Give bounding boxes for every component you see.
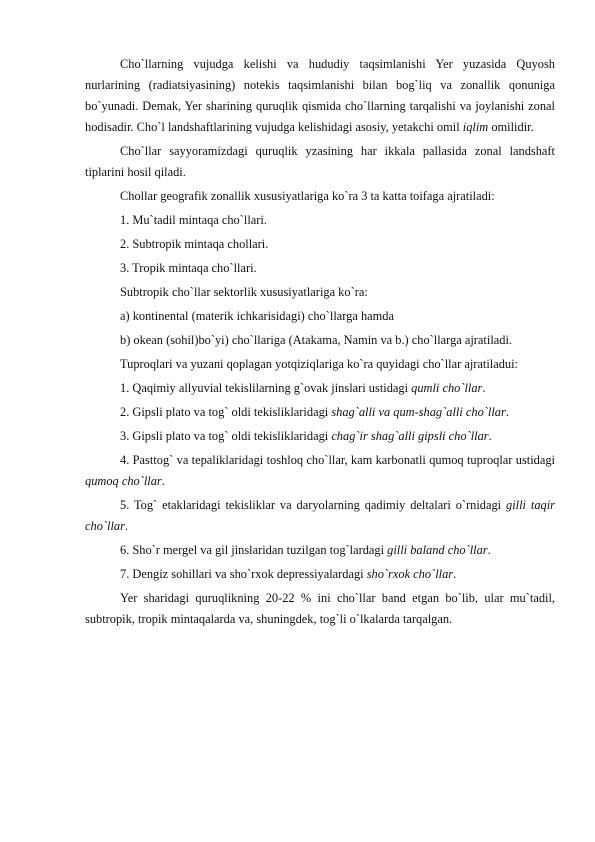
paragraph-text: Cho`llarning vujudga kelishi va hududiy taqsimlanishi Yer yuzasida Quyosh nurlarining (radiatsiyasining) notekis taqsimlanishi bilan bog`liq va zonallik qonuniga bo`yunadi. Demak, Yer sharining quruqlik qismida cho`llarning tarqalishi va joylanishi zonal hodisadir. Cho`l landshaftlarining vujudga kelishidagi asosiy, yetakchi omil <box>85 57 555 134</box>
list-item-text-end: . <box>505 405 509 419</box>
paragraph-italic-term: iqlim <box>462 120 489 134</box>
paragraph-text: Yer sharidagi quruqlikning 20-22 % ini cho`llar band etgan bo`lib, ular mu`tadil, subtropik, tropik mintaqalarda va, shuningdek, tog`li o`lkalarda tarqalgan. <box>85 591 555 626</box>
list-item-italic-term: chag`ir shag`alli gipsli cho`llar <box>331 429 489 443</box>
document-page <box>85 54 555 633</box>
paragraph-text: Tuproqlari va yuzani qoplagan yotqiziqlariga ko`ra quyidagi cho`llar ajratiladui: <box>120 357 518 371</box>
list-item-italic-term: gilli baland cho`llar <box>387 543 488 557</box>
list-item-italic-term: qumoq cho`llar <box>85 474 162 488</box>
list-item-text: b) okean (sohil)bo`yi) cho`llariga (Atakama, Namin va b.) cho`llarga ajratiladi. <box>120 333 512 347</box>
list-item-text: 3. Tropik mintaqa cho`llari. <box>120 261 257 275</box>
list-item <box>85 258 555 279</box>
list-item <box>85 495 555 537</box>
list-item-text-end: . <box>482 381 486 395</box>
list-item <box>85 306 555 327</box>
paragraph-classification-intro <box>85 186 555 207</box>
paragraph-text: Cho`llar sayyoramizdagi quruqlik yzasining har ikkala pallasida zonal landshaft tiplarini hosil qiladi. <box>85 144 555 179</box>
paragraph-conclusion <box>85 588 555 630</box>
list-item-text-end: . <box>453 567 457 581</box>
paragraph-intro <box>85 54 555 138</box>
list-item-italic-term: sho`rxok cho`llar <box>366 567 454 581</box>
list-item-text: 2. Gipsli plato va tog` oldi tekisliklaridagi <box>120 405 332 419</box>
list-item <box>85 450 555 492</box>
list-item <box>85 402 555 423</box>
list-item <box>85 330 555 351</box>
list-item-text-end: . <box>488 429 492 443</box>
list-item <box>85 426 555 447</box>
list-item <box>85 210 555 231</box>
list-item-text-end: . <box>487 543 491 557</box>
list-item <box>85 540 555 561</box>
list-item <box>85 234 555 255</box>
list-item-text-end: . <box>161 474 165 488</box>
list-item-text: 1. Mu`tadil mintaqa cho`llari. <box>120 213 267 227</box>
list-item-text: a) kontinental (materik ichkarisidagi) cho`llarga hamda <box>120 309 394 323</box>
list-item-text: 6. Sho`r mergel va gil jinslaridan tuzilgan tog`lardagi <box>120 543 388 557</box>
paragraph-text: Subtropik cho`llar sektorlik xususiyatlariga ko`ra: <box>120 285 368 299</box>
list-item-text: 2. Subtropik mintaqa chollari. <box>120 237 269 251</box>
list-item-text: 5. Tog` etaklaridagi tekisliklar va daryolarning qadimiy deltalari o`rnidagi <box>120 498 507 512</box>
list-item-italic-term: shag`alli va qum-shag`alli cho`llar <box>331 405 506 419</box>
list-item <box>85 378 555 399</box>
list-item-italic-term: gilli taqir cho`llar <box>85 498 555 533</box>
list-item-text: 3. Gipsli plato va tog` oldi tekisliklaridagi <box>120 429 332 443</box>
list-item-text-end: . <box>124 519 129 533</box>
paragraph-subtropical-intro <box>85 282 555 303</box>
paragraph-text-end: omilidir. <box>488 120 534 134</box>
paragraph-soils-intro <box>85 354 555 375</box>
paragraph-deserts-hemispheres <box>85 141 555 183</box>
list-item-text: 1. Qaqimiy allyuvial tekislilarning g`ovak jinslari ustidagi <box>120 381 412 395</box>
list-item-text: 7. Dengiz sohillari va sho`rxok depressiyalardagi <box>120 567 367 581</box>
list-item-italic-term: qumli cho`llar <box>411 381 483 395</box>
paragraph-text: Chollar geografik zonallik xususiyatlariga ko`ra 3 ta katta toifaga ajratiladi: <box>120 189 495 203</box>
list-item-text: 4. Pasttog` va tepaliklaridagi toshloq cho`llar, kam karbonatli qumoq tuproqlar ustidagi <box>120 453 555 467</box>
list-item <box>85 564 555 585</box>
